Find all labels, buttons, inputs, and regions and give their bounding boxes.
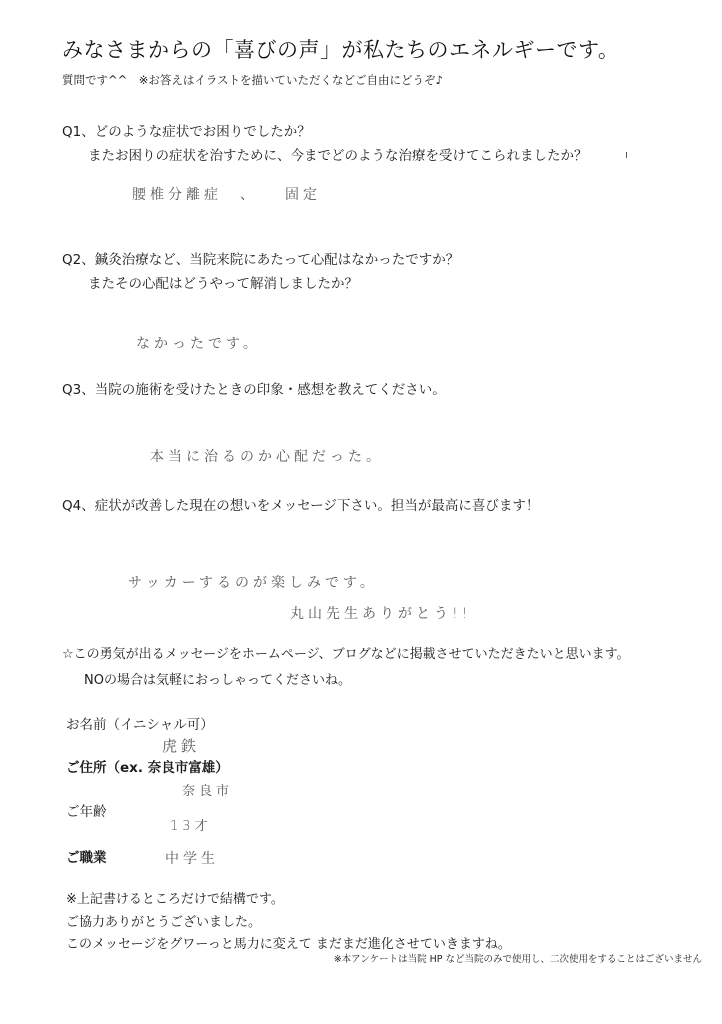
permission-line2: NOの場合は気軽におっしゃってくださいね。: [84, 673, 351, 688]
occupation-label: ご職業: [66, 850, 107, 866]
name-value: 虎鉄: [162, 737, 201, 755]
q1-answer-separator: 、: [240, 187, 258, 203]
q4-line1: Q4、症状が改善した現在の想いをメッセージ下さい。担当が最高に喜びます！: [62, 498, 540, 514]
occupation-value: 中学生: [165, 851, 219, 867]
age-label: ご年齢: [66, 804, 107, 820]
instruction-note: 質問です^^ ※お答えはイラストを描いていただくなどご自由にどうぞ♪: [62, 73, 443, 87]
pen-mark: [626, 152, 627, 158]
page-title: みなさまからの「喜びの声」が私たちのエネルギーです。: [62, 38, 620, 62]
footer-line3: このメッセージをグワーっと馬力に変えて まだまだ進化させていきますね。: [66, 937, 511, 952]
q1-line1: Q1、どのような症状でお困りでしたか？: [62, 124, 311, 140]
q4-answer-line2: 丸山先生ありがとう!!: [290, 606, 472, 622]
q4-answer-line1: サッカーするのが楽しみです。: [128, 575, 378, 591]
usage-disclaimer: ※本アンケートは当院 HP など当院のみで使用し、二次使用をすることはございません: [333, 954, 702, 965]
address-label: ご住所（ex. 奈良市富雄）: [66, 760, 229, 776]
age-value: 13才: [170, 819, 212, 834]
permission-line1: ☆この勇気が出るメッセージをホームページ、ブログなどに掲載させていただきたいと思います。: [62, 647, 630, 662]
q3-line1: Q3、当院の施術を受けたときの印象・感想を教えてください。: [62, 382, 446, 398]
q3-answer: 本当に治るのか心配だった。: [150, 449, 384, 465]
q2-answer: なかったです。: [136, 336, 261, 352]
footer-line2: ご協力ありがとうございました。: [66, 915, 262, 930]
q1-answer-condition: 腰椎分離症: [132, 187, 222, 203]
q2-line1: Q2、鍼灸治療など、当院来院にあたって心配はなかったですか？: [62, 252, 460, 268]
name-label: お名前（イニシャル可）: [66, 717, 214, 733]
q1-line2: またお困りの症状を治すために、今までどのような治療を受けてこられましたか？: [88, 148, 588, 164]
address-value: 奈良市: [182, 784, 234, 799]
footer-line1: ※上記書けるところだけで結構です。: [66, 892, 284, 907]
q1-answer-treatment: 固定: [285, 187, 321, 203]
q2-line2: またその心配はどうやって解消しましたか？: [88, 276, 358, 292]
